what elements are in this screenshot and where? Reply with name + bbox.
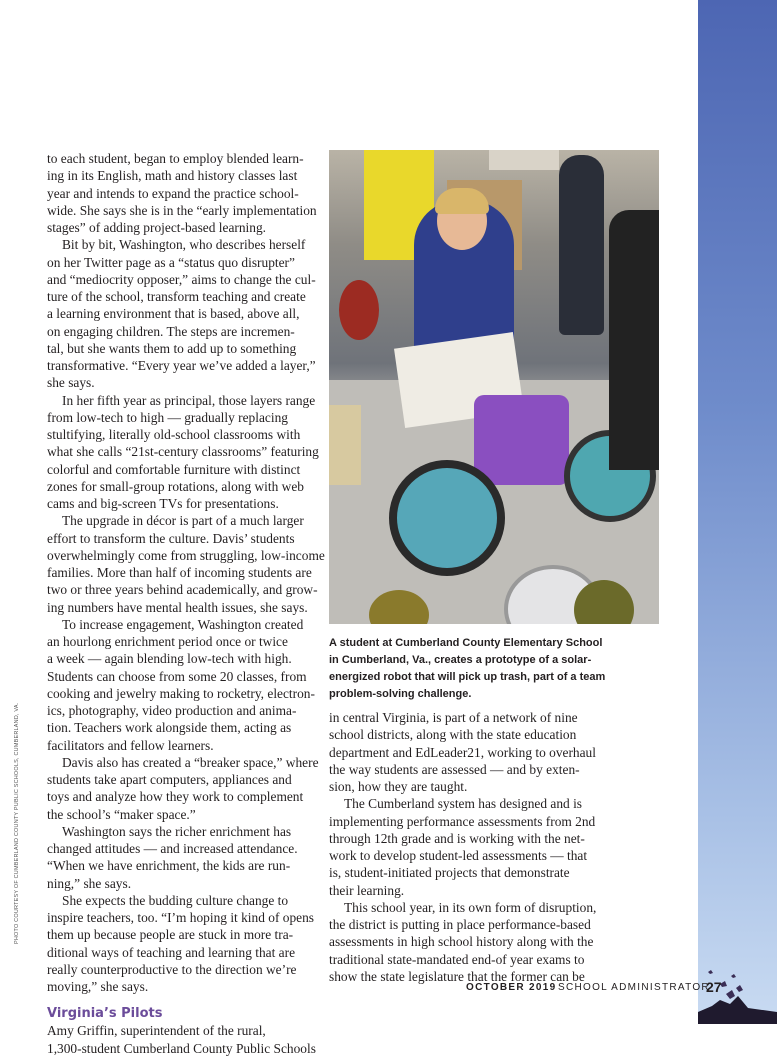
caption-line: in Cumberland, Va., creates a prototype of a solar- xyxy=(329,654,592,666)
text-line: She expects the budding culture change to xyxy=(62,892,289,908)
text-line: traditional state-mandated end-of year exams to xyxy=(329,951,585,967)
text-line: their learning. xyxy=(329,882,405,898)
text-line: stages” of adding project-based learning. xyxy=(47,220,267,235)
text-line: 1,300-student Cumberland County Public Schools xyxy=(47,1040,316,1056)
text-line: ditional ways of teaching and learning that are xyxy=(47,944,296,960)
text-line: students take apart computers, appliances and xyxy=(47,772,292,787)
text-line: zones for small-group rotations, along with web xyxy=(47,478,304,494)
text-line: inspire teachers, too. “I’m hoping it kind of opens xyxy=(47,910,315,925)
text-line: year and intends to expand the practice school- xyxy=(47,185,299,201)
text-line: to each student, began to employ blended learn- xyxy=(47,151,304,166)
text-line: them up because people are stuck in more tra- xyxy=(47,927,294,943)
text-line: ics, photography, video production and anima- xyxy=(47,703,297,718)
text-line: and “mediocrity opposer,” aims to change the cul- xyxy=(47,271,316,287)
text-line: The upgrade in décor is part of a much larger xyxy=(62,513,304,529)
text-line: she says. xyxy=(47,375,95,391)
text-line: school districts, along with the state education xyxy=(329,727,577,743)
caption-line: problem-solving challenge. xyxy=(329,688,472,700)
text-line: facilitators and fellow learners. xyxy=(47,737,214,753)
text-line: Washington says the richer enrichment has xyxy=(62,823,292,839)
caption-line: A student at Cumberland County Elementary School xyxy=(329,637,603,649)
text-line: cams and big-screen TVs for presentations. xyxy=(47,496,279,511)
text-line: a learning environment that is based, above all, xyxy=(47,306,300,322)
text-line: The Cumberland system has designed and is xyxy=(344,796,583,812)
standing-child xyxy=(559,155,604,335)
text-line: wide. She says she is in the “early implementation xyxy=(47,202,317,218)
text-line: ing numbers have mental health issues, she says. xyxy=(47,599,308,615)
text-line: “When we have enrichment, the kids are run- xyxy=(47,858,291,874)
page-number: 27 xyxy=(706,979,722,995)
right-column xyxy=(329,709,599,985)
photo-caption xyxy=(329,635,605,703)
text-line: the school’s “maker space.” xyxy=(47,806,196,822)
text-line: in central Virginia, is part of a network of nine xyxy=(329,710,578,725)
text-line: is, student-initiated projects that demonstrate xyxy=(329,865,570,881)
text-line: Davis also has created a “breaker space,” where xyxy=(62,754,319,770)
section-heading: Virginia’s Pilots xyxy=(47,1006,163,1022)
text-line: ning,” she says. xyxy=(47,875,132,891)
text-line: toys and analyze how they work to complement xyxy=(47,789,304,805)
text-line: department and EdLeader21, working to overhaul xyxy=(329,744,596,760)
text-line: overwhelmingly come from struggling, low-income xyxy=(47,547,325,563)
can xyxy=(389,460,505,576)
text-line: stultifying, literally old-school classrooms with xyxy=(47,427,301,442)
text-line: Amy Griffin, superintendent of the rural, xyxy=(47,1023,266,1039)
text-line: effort to transform the culture. Davis’ students xyxy=(47,530,295,546)
text-line: tion. Teachers work alongside them, acting as xyxy=(47,720,292,736)
purple-canister xyxy=(474,395,569,485)
article-photo xyxy=(329,150,659,624)
text-line: ing in its English, math and history classes last xyxy=(47,168,298,184)
text-line: really counterproductive to the direction we’re xyxy=(47,961,297,977)
text-line: ture of the school, transform teaching and create xyxy=(47,289,306,304)
text-line: a week — again blending low-tech with high. xyxy=(47,651,292,667)
text-line: two or three years behind academically, and grow- xyxy=(47,582,318,598)
text-line: Students can choose from some 20 classes, from xyxy=(47,668,307,684)
text-line: on her Twitter page as a “status quo disrupter” xyxy=(47,254,295,270)
photo-credit: PHOTO COURTESY OF CUMBERLAND COUNTY PUBLIC SCHOOLS, CUMBERLAND, VA. xyxy=(14,702,20,944)
text-line: through 12th grade and is working with the net- xyxy=(329,830,585,846)
text-line: the way students are assessed — and by exten- xyxy=(329,761,580,777)
text-line: cooking and jewelry making to rocketry, electron- xyxy=(47,685,315,701)
text-line: show the state legislature that the former can be xyxy=(329,968,585,984)
footer-date: OCTOBER 2019 xyxy=(466,982,557,993)
text-line: implementing performance assessments from 2nd xyxy=(329,813,596,829)
text-line: transformative. “Every year we’ve added a layer,” xyxy=(47,358,316,373)
text-line: from low-tech to high — gradually replacing xyxy=(47,409,288,425)
text-line: moving,” she says. xyxy=(47,979,149,994)
rock-splash-illustration xyxy=(698,0,777,1024)
caption-line: energized robot that will pick up trash, part of a team xyxy=(329,671,606,683)
text-line: what she calls “21st-century classrooms” featuring xyxy=(47,444,319,460)
text-line: an hourlong enrichment period once or twice xyxy=(47,634,288,649)
text-line: colorful and comfortable furniture with distinct xyxy=(47,461,301,477)
decorative-blue-strip xyxy=(698,0,777,1024)
text-line: changed attitudes — and increased attendance. xyxy=(47,841,298,856)
text-line: the district is putting in place performance-based xyxy=(329,917,591,932)
text-line: sion, how they are taught. xyxy=(329,779,468,794)
text-line: families. More than half of incoming students are xyxy=(47,565,312,580)
text-line: on engaging children. The steps are incremen- xyxy=(47,323,295,339)
text-line: work to develop student-led assessments — that xyxy=(329,848,588,863)
left-column xyxy=(47,150,325,1057)
text-line: To increase engagement, Washington created xyxy=(62,616,304,632)
text-line: tal, but she wants them to add up to something xyxy=(47,340,297,356)
footer-publication: SCHOOL ADMINISTRATOR xyxy=(558,982,710,993)
text-line: assessments in high school history along with the xyxy=(329,934,594,950)
text-line: This school year, in its own form of disruption, xyxy=(344,899,597,915)
text-line: Bit by bit, Washington, who describes herself xyxy=(62,237,306,253)
text-line: In her fifth year as principal, those layers range xyxy=(62,392,316,408)
